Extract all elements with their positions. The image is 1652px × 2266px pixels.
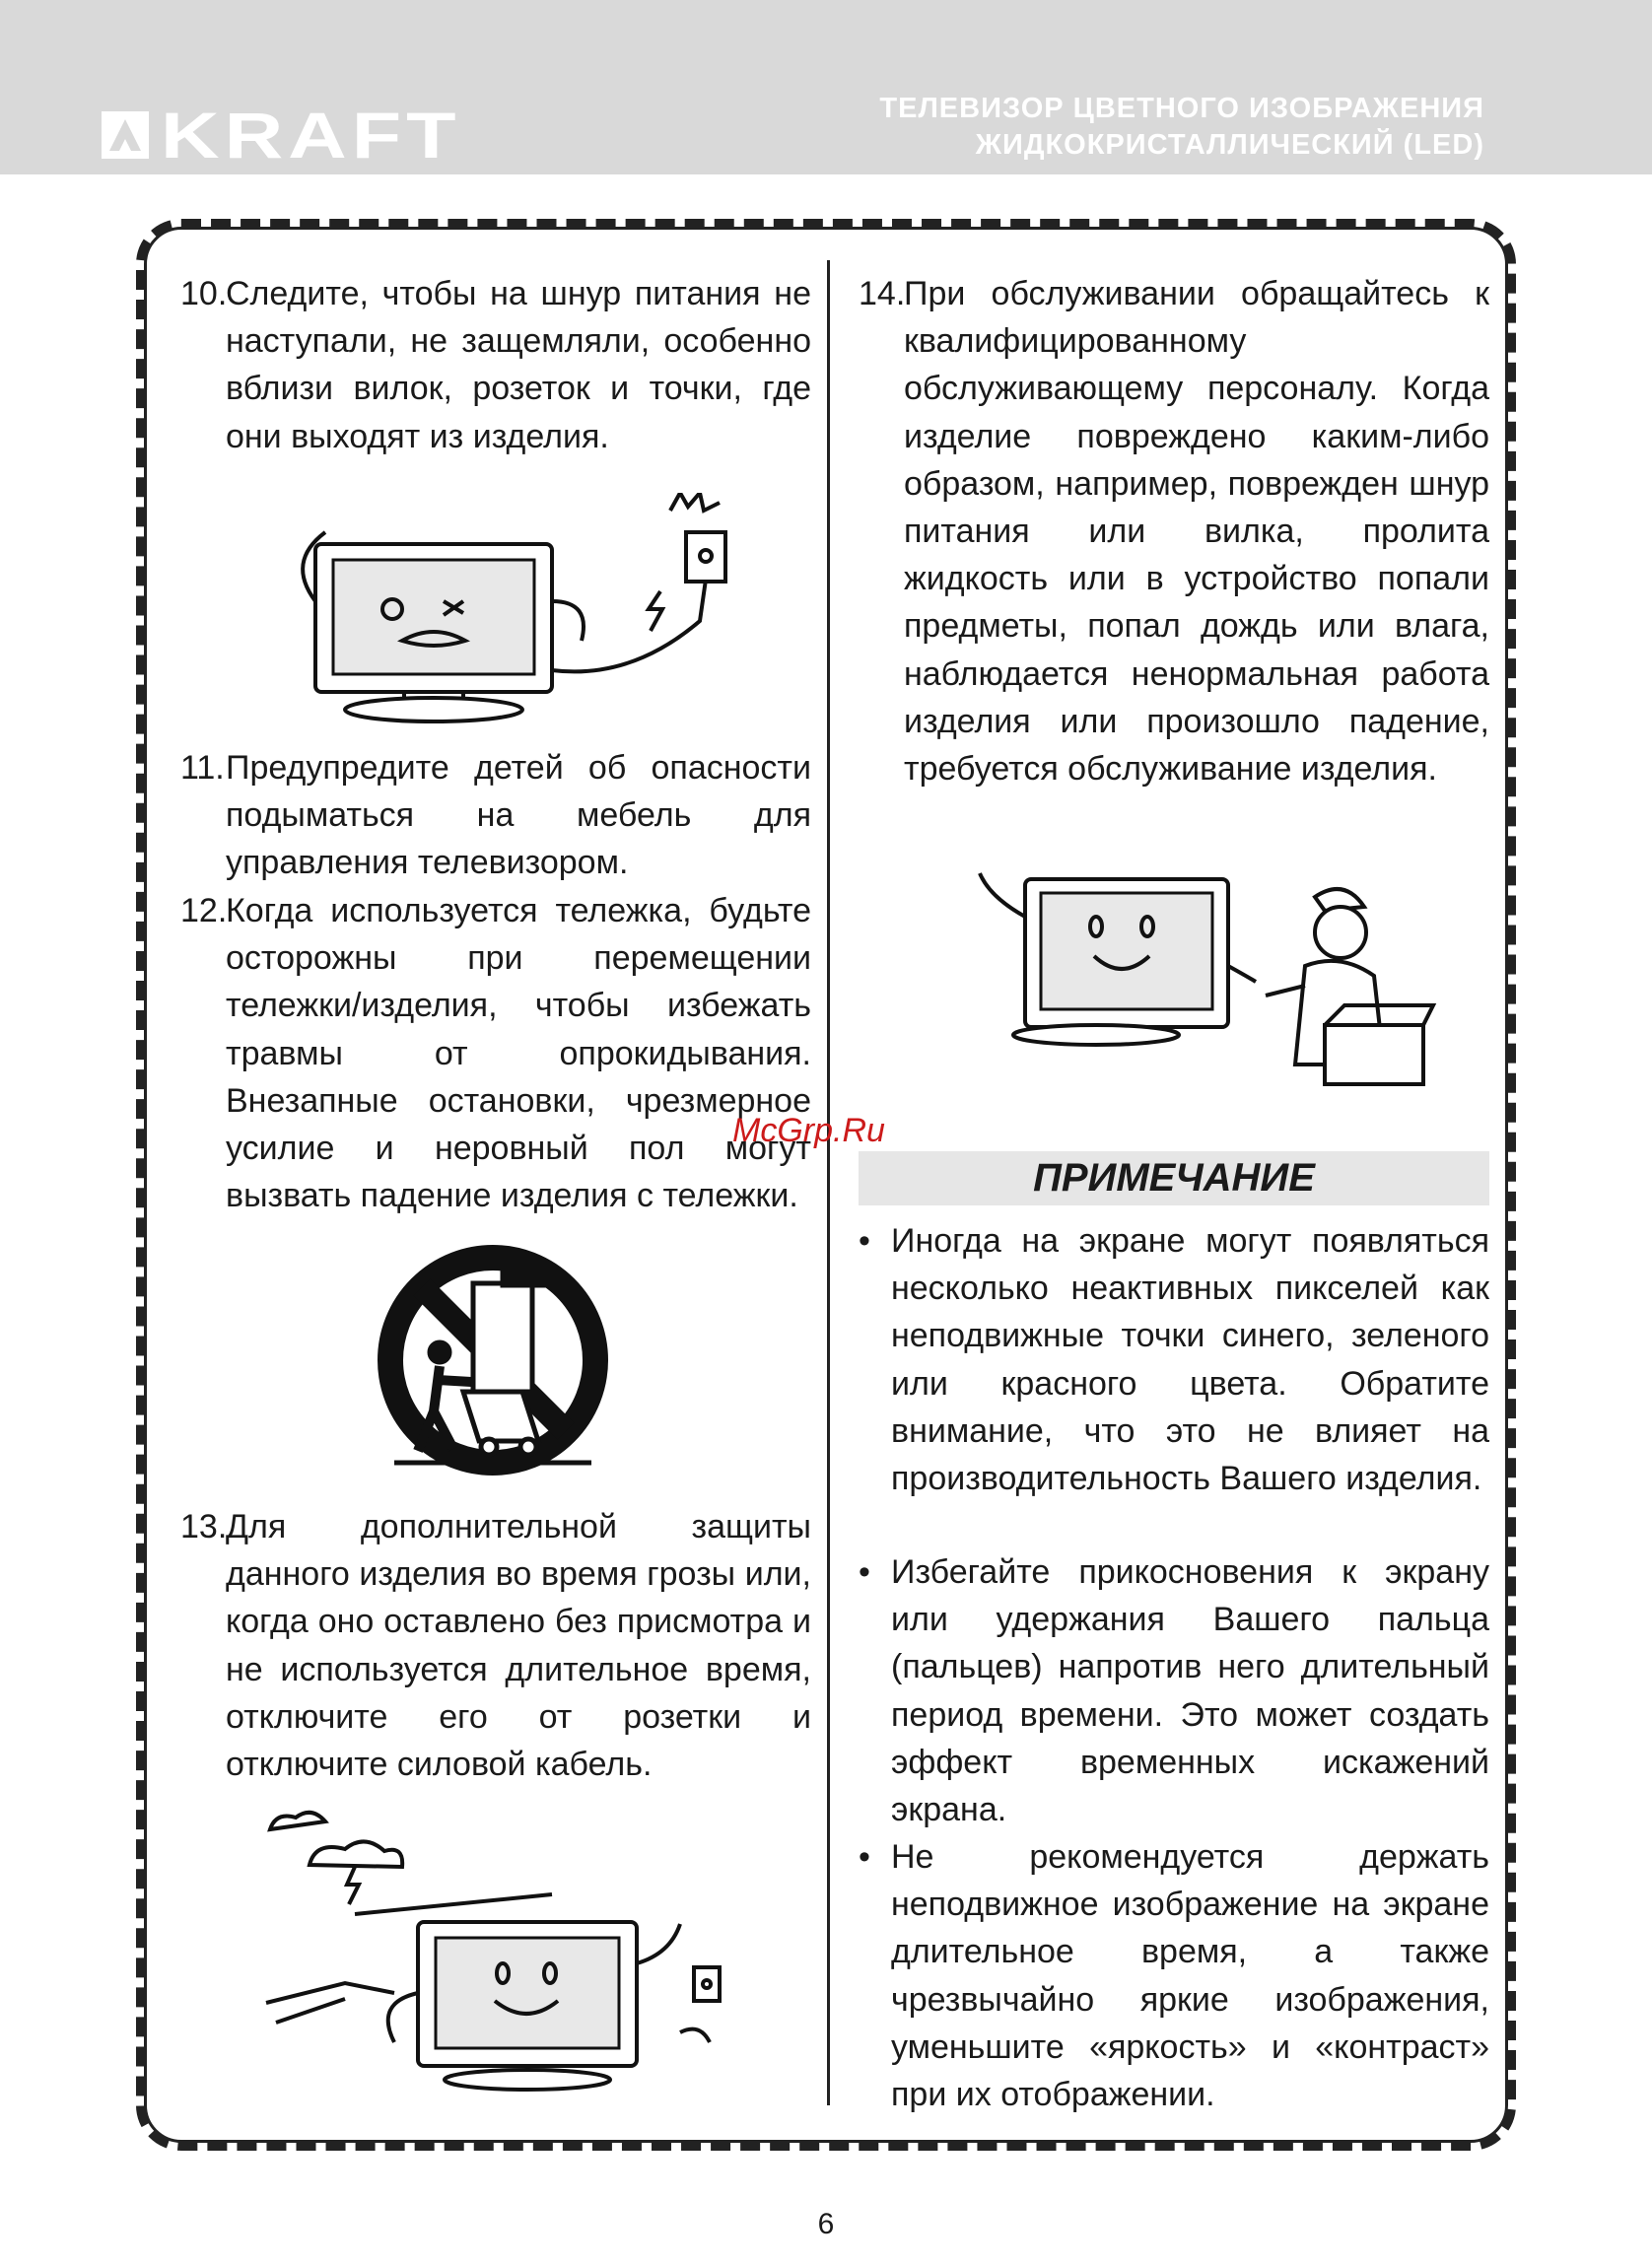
bullet-text: Не рекомендуется держать неподвижное изображение на экране длительное время, а также чрезвычайно яркие изображения, уменьшите «яркость» и «контраст» при их отображении. [891, 1838, 1489, 2114]
note-bullet-3 [859, 1833, 1489, 2118]
tv-power-cord-illustration [276, 493, 749, 729]
brand-logo [102, 99, 461, 172]
item-text: Для дополнительной защиты данного изделия во время грозы или, когда оно оставлено без присмотра и не используется длительное время, отключите его от розетки и отключите силовой кабель. [226, 1508, 811, 1784]
document-title-line-2: ЖИДКОКРИСТАЛЛИЧЕСКИЙ (LED) [975, 129, 1484, 161]
brand-logo-icon [102, 111, 149, 159]
document-title [879, 91, 1484, 164]
item-number: 13. [180, 1508, 228, 1545]
safety-item-10 [180, 270, 811, 460]
item-number: 11. [180, 749, 225, 787]
note-heading: ПРИМЕЧАНИЕ [859, 1151, 1489, 1205]
item-number: 12. [180, 892, 228, 929]
safety-item-13 [180, 1503, 811, 1788]
bullet-dot: • [859, 1222, 870, 1260]
item-number: 10. [180, 275, 228, 312]
watermark: McGrp.Ru [732, 1112, 885, 1149]
item-text: Следите, чтобы на шнур питания не наступали, не защемляли, особенно вблизи вилок, розеток и точки, где они выходят из изделия. [226, 275, 811, 455]
item-number: 14. [859, 275, 906, 312]
note-bullet-2 [859, 1548, 1489, 1833]
bullet-dot: • [859, 1553, 870, 1591]
bullet-dot: • [859, 1838, 870, 1876]
note-bullet-1 [859, 1217, 1489, 1502]
document-title-line-1: ТЕЛЕВИЗОР ЦВЕТНОГО ИЗОБРАЖЕНИЯ [879, 93, 1484, 124]
page-number: 6 [817, 2208, 835, 2240]
brand-name: KRAFT [161, 99, 461, 172]
item-text: Предупредите детей об опасности подыматься на мебель для управления телевизором. [226, 749, 811, 882]
safety-item-11 [180, 744, 811, 887]
thunderstorm-unplug-illustration [256, 1806, 739, 2092]
cart-warning-illustration [365, 1244, 621, 1480]
bullet-text: Иногда на экране могут появляться несколько неактивных пикселей как неподвижные точки синего, зеленого или красного цвета. Обратите внимание, что это не влияет на производительность Вашего изделия. [891, 1222, 1489, 1498]
page-header [0, 0, 1652, 174]
item-text: Когда используется тележка, будьте осторожны при перемещении тележки/изделия, чтобы избежать травмы от опрокидывания. Внезапные остановки, чрезмерное усилие и неровный пол могут вызвать падение изделия с тележки. [226, 892, 811, 1215]
column-divider [827, 260, 830, 2105]
bullet-text: Избегайте прикосновения к экрану или удержания Вашего пальца (пальцев) напротив него длительный период времени. Это может создать эффект временных искажений экрана. [891, 1553, 1489, 1829]
safety-item-12 [180, 887, 811, 1219]
safety-item-14 [859, 270, 1489, 792]
service-technician-illustration [950, 858, 1443, 1099]
item-text: При обслуживании обращайтесь к квалифицированному обслуживающему персоналу. Когда изделие повреждено каким-либо образом, например, поврежден шнур питания или вилка, пролита жидкость или в устройство попали предметы, попал дождь или влага, наблюдается ненормальная работа изделия или произошло падение, требуется обслуживание изделия. [904, 275, 1489, 789]
